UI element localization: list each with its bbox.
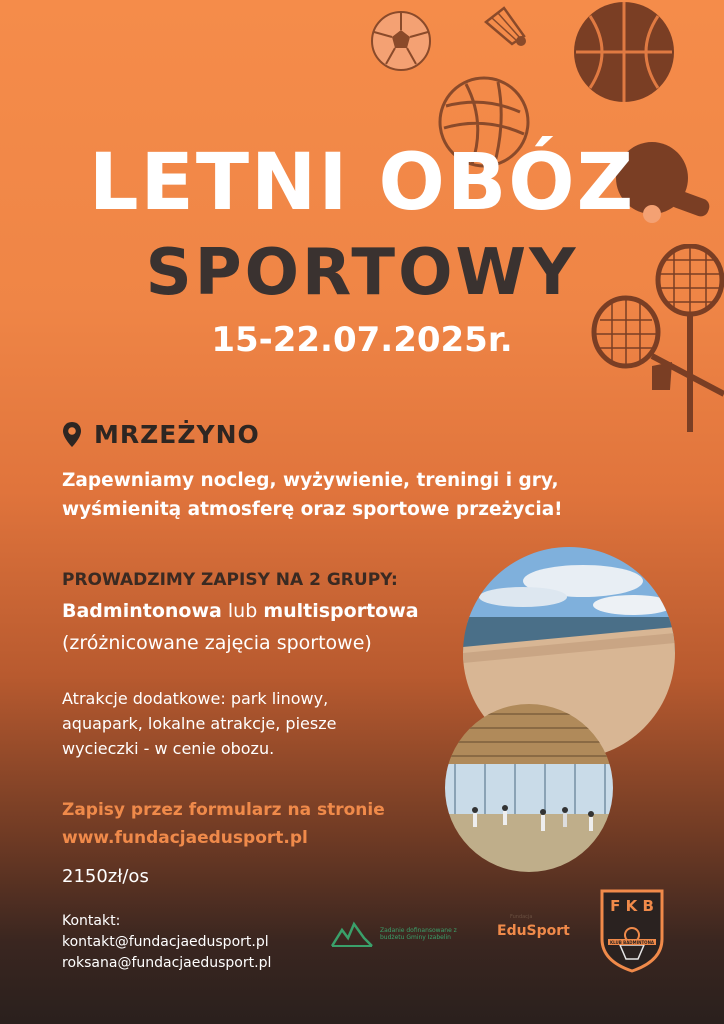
groups-options [62, 600, 419, 622]
basketball-icon [570, 0, 678, 106]
club-letters: F K B [610, 897, 654, 915]
title-line-2: SPORTOWY [145, 236, 579, 310]
price: 2150zł/os [62, 866, 149, 887]
groups-heading: PROWADZIMY ZAPISY NA 2 GRUPY: [62, 570, 398, 590]
soccer-ball-icon [370, 10, 432, 72]
group-connector: lub [221, 600, 264, 622]
location [62, 420, 260, 449]
contact-email-1[interactable]: kontakt@fundacjaedusport.pl [62, 934, 269, 950]
map-pin-icon [62, 421, 82, 448]
extra-attractions: Atrakcje dodatkowe: park linowy, aquapark, lokalne atrakcje, piesze wycieczki - w cenie obozu. [62, 689, 337, 758]
club-badge [598, 887, 666, 973]
event-date: 15-22.07.2025r. [211, 320, 513, 360]
contact-email-2[interactable]: roksana@fundacjaedusport.pl [62, 955, 272, 971]
signup-url-link[interactable]: www.fundacjaedusport.pl [62, 828, 308, 848]
title-line-1: LETNI OBÓZ [88, 138, 636, 228]
club-name: KLUB BADMINTONA [609, 940, 655, 945]
edusport-logo: EduSport [497, 923, 570, 939]
sponsor-text: Zadanie dofinansowane z budżetu Gminy Izabelin [380, 927, 457, 941]
contact-label: Kontakt: [62, 913, 121, 929]
contact-block [62, 911, 271, 974]
shuttlecock-icon [482, 4, 528, 48]
edusport-label: Fundacja [510, 914, 533, 920]
signup-info [62, 796, 422, 852]
groups-note: (zróżnicowane zajęcia sportowe) [62, 632, 372, 654]
municipality-logo-icon [330, 920, 374, 948]
sports-hall-photo [445, 704, 613, 872]
group-option-1: Badmintonowa [62, 600, 222, 622]
sponsor-logo [330, 920, 480, 948]
intro-text: Zapewniamy nocleg, wyżywienie, treningi i gry, wyśmienitą atmosferę oraz sportowe przeżycia! [62, 470, 563, 520]
group-option-2: multisportowa [263, 600, 419, 622]
location-name: MRZEŻYNO [94, 420, 260, 449]
signup-line: Zapisy przez formularz na stronie [62, 800, 385, 820]
